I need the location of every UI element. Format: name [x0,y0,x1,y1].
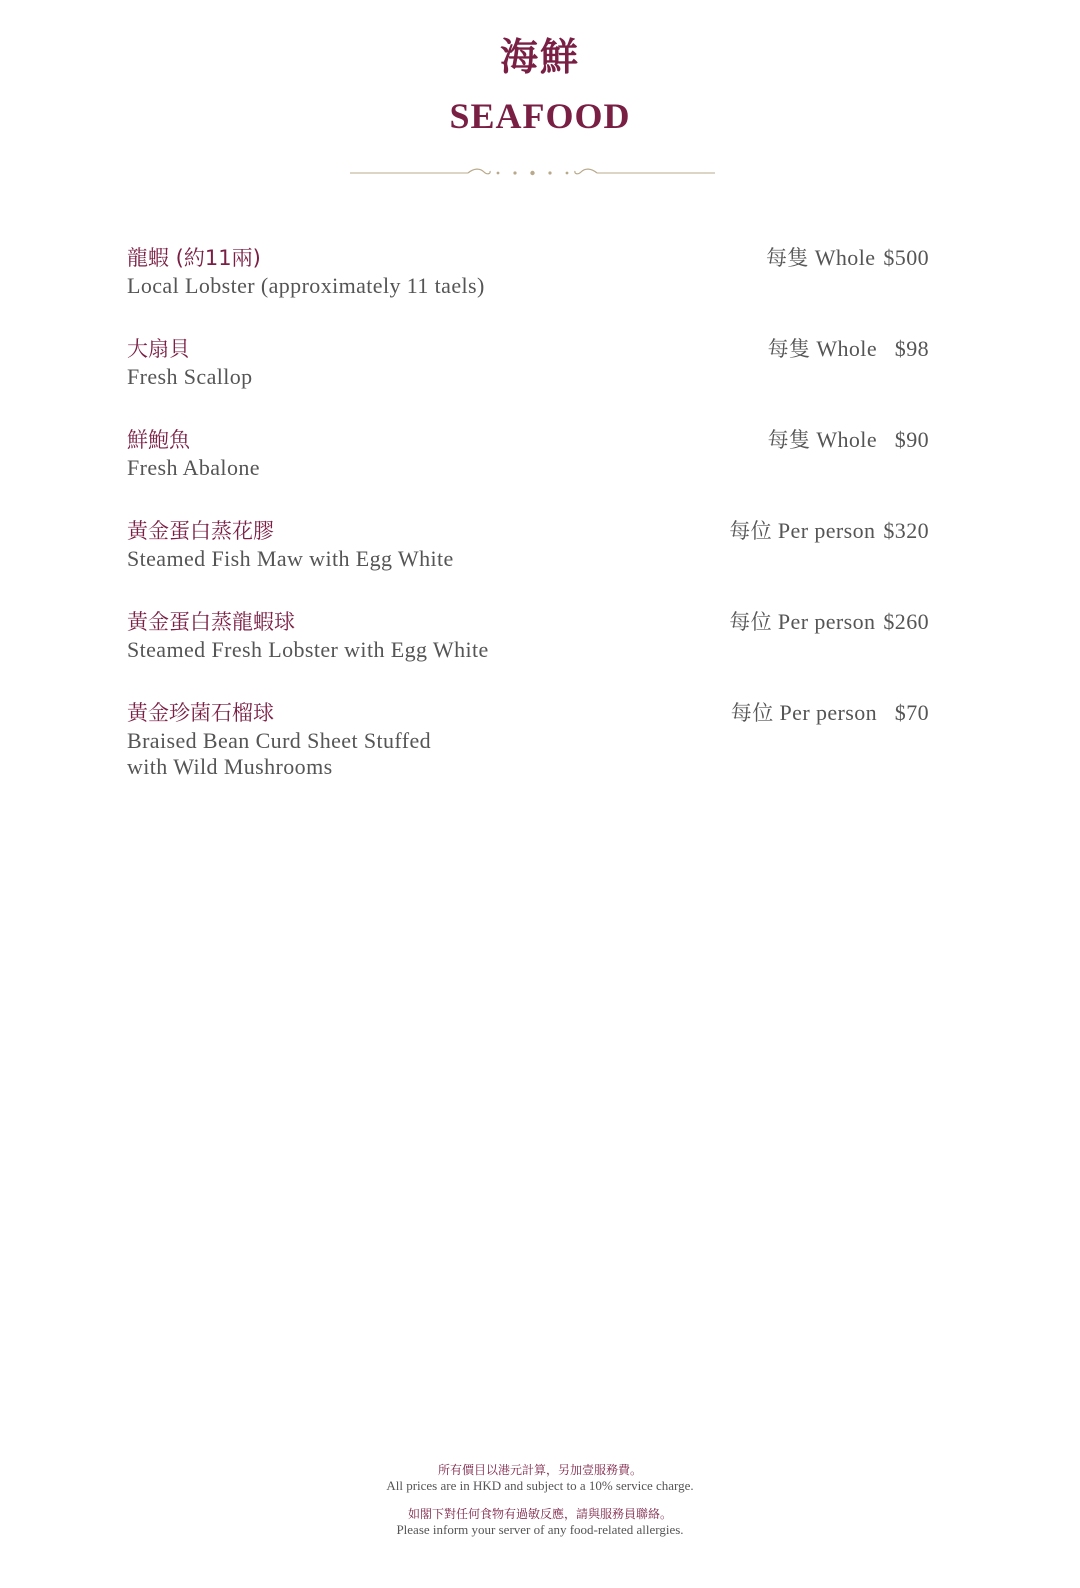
menu-item [127,698,929,818]
footer-notes [0,1463,1080,1538]
dish-price [768,425,929,455]
allergy-note-chinese: 如閣下對任何食物有過敏反應，請與服務員聯絡。 [407,1507,672,1521]
ornament-divider-icon [350,160,715,186]
menu-item [127,243,929,334]
section-title-chinese: 海鮮 [499,35,580,79]
dish-name-chinese: 黃金蛋白蒸龍蝦球 [127,610,295,634]
price-unit-english: Whole [816,427,877,452]
dish-price [729,607,929,637]
dish-price [731,698,929,728]
price-amount: $260 [883,609,929,634]
menu-header [0,35,1080,136]
dish-name-chinese: 大扇貝 [127,337,190,361]
dish-name-english: Steamed Fresh Lobster with Egg White [127,637,489,662]
price-unit-english: Whole [814,245,876,270]
price-amount: $98 [894,336,929,361]
seafood-menu-list [127,243,929,818]
price-amount: $320 [883,518,929,543]
price-unit-english: Whole [816,336,877,361]
dish-name-english: Braised Bean Curd Sheet Stuffed [127,728,432,753]
dish-name-english: Steamed Fish Maw with Egg White [127,546,454,571]
price-amount: $90 [894,427,929,452]
price-amount: $70 [894,700,929,725]
dish-price [766,243,929,273]
dish-name-chinese: 龍蝦 (約11兩) [127,246,261,270]
dish-name-english: Local Lobster (approximately 11 taels) [127,273,485,298]
price-unit-english: Per person [779,700,877,725]
price-unit-chinese: 每隻 [766,246,809,270]
price-unit-english: Per person [777,518,876,543]
dish-name-english: Fresh Abalone [127,455,260,480]
menu-item [127,334,929,425]
dish-name-chinese: 鮮鮑魚 [127,428,190,452]
price-unit-english: Per person [777,609,876,634]
price-amount: $500 [883,245,929,270]
price-unit-chinese: 每位 [729,519,772,543]
price-unit-chinese: 每隻 [767,337,811,361]
dish-price [768,334,929,364]
menu-item [127,607,929,698]
allergy-note-english: Please inform your server of any food-related allergies. [396,1522,684,1537]
price-unit-chinese: 每位 [730,701,774,725]
price-note-chinese: 所有價目以港元計算，另加壹服務費。 [437,1463,642,1477]
section-title-english: SEAFOOD [449,96,631,136]
dish-name-english-line-2: with Wild Mushrooms [127,754,333,779]
dish-price [729,516,929,546]
menu-item [127,425,929,516]
price-unit-chinese: 每隻 [767,428,811,452]
dish-name-chinese: 黃金蛋白蒸花膠 [127,519,274,543]
price-unit-chinese: 每位 [729,610,772,634]
price-note-english: All prices are in HKD and subject to a 10% service charge. [386,1478,694,1493]
dish-name-english: Fresh Scallop [127,364,253,389]
dish-name-chinese: 黃金珍菌石榴球 [127,701,274,725]
menu-item [127,516,929,607]
